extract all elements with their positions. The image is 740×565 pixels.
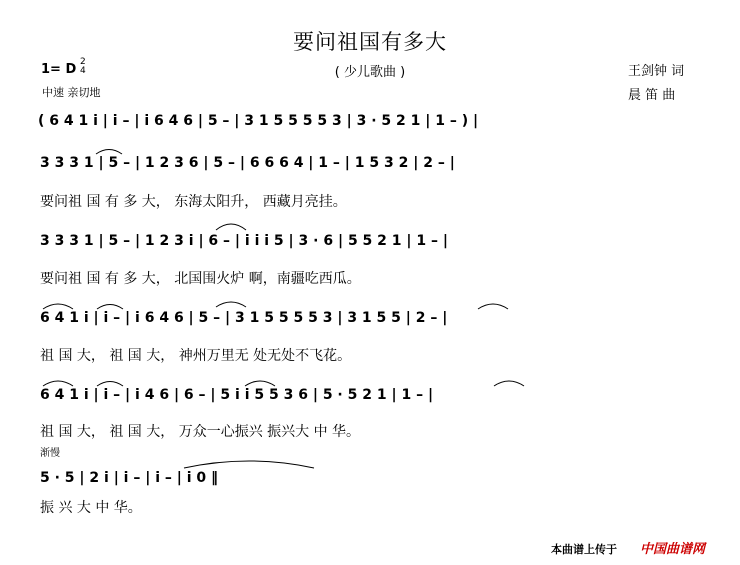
slur-arc [494,381,524,386]
notation-row-3 [0,233,740,255]
footer-note: 本曲谱上传于 [551,543,617,556]
slur-arc [216,224,246,230]
composer-credit: 晨 笛 曲 [628,88,676,103]
lyricist-credit: 王剑钟 词 [628,64,685,79]
song-subtitle: ( 少儿歌曲 ) [334,65,406,80]
key-signature: 1= D [41,62,77,77]
slur-arc [478,304,508,309]
notation-row-4 [0,310,740,332]
time-signature [80,58,86,76]
notes: 3 3 3 1 | 5 – | 1 2 3 i | 6 – | i i i 5 | 3 · 6 | 5 5 2 1 | 1 – | [40,233,448,249]
time-sig-top: 2 [80,57,86,67]
lyrics: 振 兴 大 中 华。 [40,500,142,516]
slowdown-marking: 渐慢 [40,448,60,459]
time-sig-bottom: 4 [80,66,86,76]
page-title: 要问祖国有多大 [293,30,447,54]
slur-arc [216,302,246,307]
notes: 3 3 3 1 | 5 – | 1 2 3 6 | 5 – | 6 6 6 4 | 1 – | 1 5 3 2 | 2 – | [40,155,455,171]
tempo-marking: 中速 亲切地 [42,86,101,99]
slur-arc [97,382,123,387]
tie-arc [184,461,314,468]
notes: 6 4 1 i | i – | i 4 6 | 6 – | 5 i i 5 5 3 6 | 5 · 5 2 1 | 1 – | [40,387,434,403]
slur-arc [97,305,123,310]
slur-arc [43,381,73,386]
lyrics: 祖 国 大， 祖 国 大， 神州万里无 处无处不飞花。 [40,348,352,364]
lyrics: 要问祖 国 有 多 大， 东海太阳升， 西藏月亮挂。 [40,194,347,210]
lyrics: 要问祖 国 有 多 大， 北国围火炉 啊，南疆吃西瓜。 [40,271,361,287]
lyrics: 祖 国 大， 祖 国 大， 万众一心振兴 振兴大 中 华。 [40,424,361,440]
notes: ( 6 4 1 i | i – | i 6 4 6 | 5 – | 3 1 5 5 5 5 3 | 3 · 5 2 1 | 1 – ) | [38,113,479,129]
slur-arc [96,150,122,155]
notes: 5 · 5 | 2 i | i – | i – | i 0 ‖ [40,470,219,486]
notes: 6 4 1 i | i – | i 6 4 6 | 5 – | 3 1 5 5 5 5 3 | 3 1 5 5 | 2 – | [40,310,448,326]
notation-row-2 [0,155,740,177]
notation-row-5 [0,387,740,409]
notation-row-1 [0,113,740,135]
notation-row-6 [0,470,740,492]
slur-arc [245,381,275,386]
site-logo[interactable]: 中国曲谱网 [640,542,706,557]
slur-arc [43,304,73,309]
